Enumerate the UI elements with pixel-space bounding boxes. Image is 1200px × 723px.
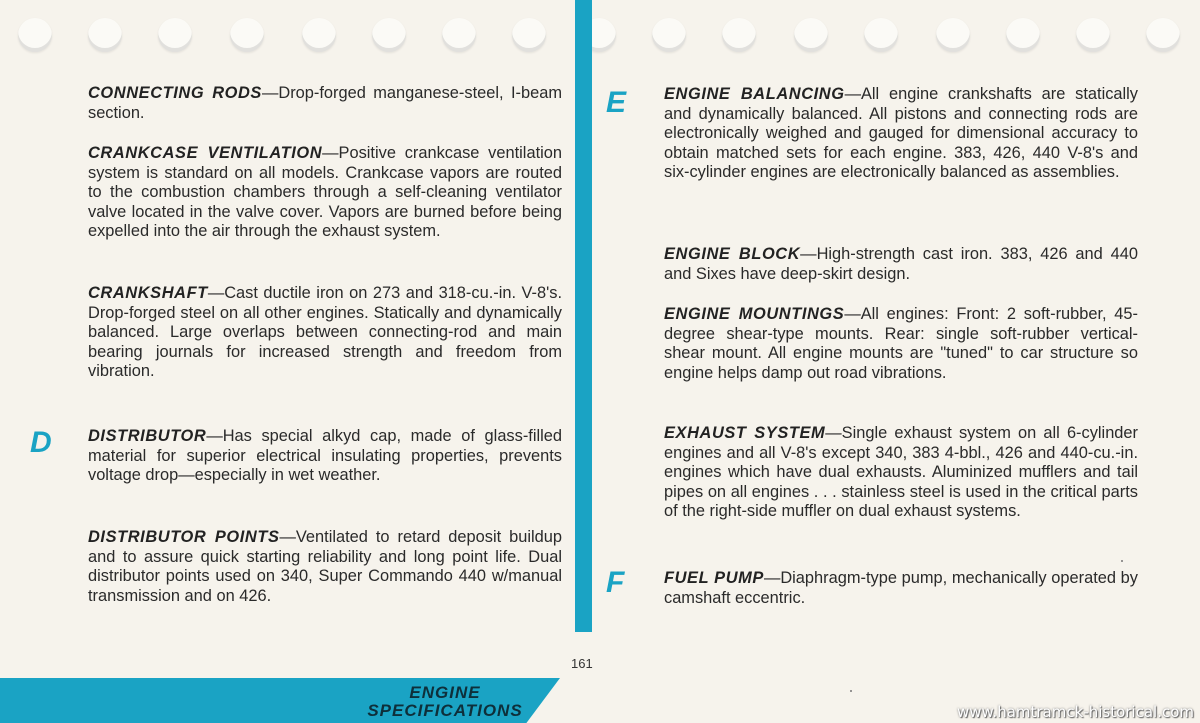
- binder-hole: [372, 18, 406, 52]
- spec-entry-distributor-points: [88, 528, 562, 606]
- spec-entry-engine-mountings: [664, 305, 1138, 383]
- spec-entry-connecting-rods: [88, 84, 562, 123]
- page-number: 161: [571, 656, 593, 671]
- binder-hole: [794, 18, 828, 52]
- entry-title: ENGINE BLOCK: [664, 245, 801, 263]
- spec-entry-distributor: [88, 427, 562, 486]
- entry-title: FUEL PUMP: [664, 569, 764, 587]
- binder-hole: [1146, 18, 1180, 52]
- footer-line-1: ENGINE: [409, 683, 481, 702]
- entry-title: DISTRIBUTOR: [88, 427, 207, 445]
- section-letter-e: E: [606, 86, 627, 119]
- spec-entry-engine-block: [664, 245, 1138, 284]
- center-divider-bar: [575, 0, 592, 632]
- footer-line-2: SPECIFICATIONS: [367, 701, 523, 720]
- footer-section-label: [300, 684, 590, 720]
- binder-hole: [512, 18, 546, 52]
- spec-entry-crankcase-ventilation: [88, 144, 562, 242]
- binder-hole: [722, 18, 756, 52]
- binder-hole: [230, 18, 264, 52]
- section-letter-d: D: [30, 426, 52, 459]
- entry-title: CONNECTING RODS: [88, 84, 262, 102]
- spec-entry-crankshaft: [88, 284, 562, 382]
- watermark: www.hamtramck-historical.com: [957, 703, 1194, 721]
- entry-text: —Diaphragm-type pump, mechanically operated by camshaft eccentric.: [664, 569, 1138, 607]
- entry-text: —Cast ductile iron on 273 and 318-cu.-in. V-8's. Drop-forged steel on all other engines. Statically and dynamically balanced. Large overlaps between connecting-rod and main bearing journals for increased strength and freedom from vibration.: [88, 284, 562, 381]
- entry-title: CRANKSHAFT: [88, 284, 208, 302]
- paper-speck: [850, 690, 852, 692]
- entry-text: —Positive crankcase ventilation system is standard on all models. Crankcase vapors are routed to the combustion chambers through a self-cleaning ventilator valve located in the valve cover. Vapors are burned before being expelled into the air through the exhaust system.: [88, 144, 562, 241]
- binder-hole: [652, 18, 686, 52]
- binder-hole: [158, 18, 192, 52]
- spec-entry-engine-balancing: [664, 85, 1138, 183]
- binder-hole: [1006, 18, 1040, 52]
- spec-entry-exhaust-system: [664, 424, 1138, 522]
- entry-title: CRANKCASE VENTILATION: [88, 144, 323, 162]
- entry-text: —Single exhaust system on all 6-cylinder engines and all V-8's except 340, 383 4-bbl., 426 and 440-cu.-in. engines which have dual exhausts. Aluminized mufflers and tail pipes on all engines . . . stainless steel is used in the critical parts of the right-side muffler on dual exhaust systems.: [664, 424, 1138, 521]
- binder-hole: [442, 18, 476, 52]
- entry-text: —High-strength cast iron. 383, 426 and 440 and Sixes have deep-skirt design.: [664, 245, 1138, 283]
- binder-hole: [18, 18, 52, 52]
- entry-title: EXHAUST SYSTEM: [664, 424, 826, 442]
- binder-hole: [1076, 18, 1110, 52]
- section-letter-f: F: [606, 566, 625, 599]
- binder-hole: [936, 18, 970, 52]
- entry-text: —All engines: Front: 2 soft-rubber, 45-degree shear-type mounts. Rear: single soft-rubber vertical-shear mount. All engine mounts are "tuned" to car structure so engine helps damp out road vibrations.: [664, 305, 1138, 382]
- binder-hole: [864, 18, 898, 52]
- entry-text: —Ventilated to retard deposit buildup and to assure quick starting reliability and long point life. Dual distributor points used on 340, Super Commando 440 w/manual transmission and on 426.: [88, 528, 562, 605]
- entry-title: DISTRIBUTOR POINTS: [88, 528, 280, 546]
- entry-text: —Drop-forged manganese-steel, I-beam section.: [88, 84, 563, 122]
- paper-speck: [1121, 560, 1123, 562]
- spec-entry-fuel-pump: [664, 569, 1138, 608]
- binder-hole: [88, 18, 122, 52]
- binder-hole: [302, 18, 336, 52]
- binder-holes: [0, 18, 1200, 62]
- entry-title: ENGINE MOUNTINGS: [664, 305, 845, 323]
- entry-title: ENGINE BALANCING: [664, 85, 845, 103]
- entry-text: —Has special alkyd cap, made of glass-filled material for superior electrical insulating properties, prevents voltage drop—especially in wet weather.: [88, 427, 562, 485]
- entry-text: —All engine crankshafts are statically and dynamically balanced. All pistons and connecting rods are electronically weighed and gauged for dimensional accuracy to obtain matched sets for each engine. 383, 426, 440 V-8's and six-cylinder engines are electronically balanced as assemblies.: [664, 85, 1138, 182]
